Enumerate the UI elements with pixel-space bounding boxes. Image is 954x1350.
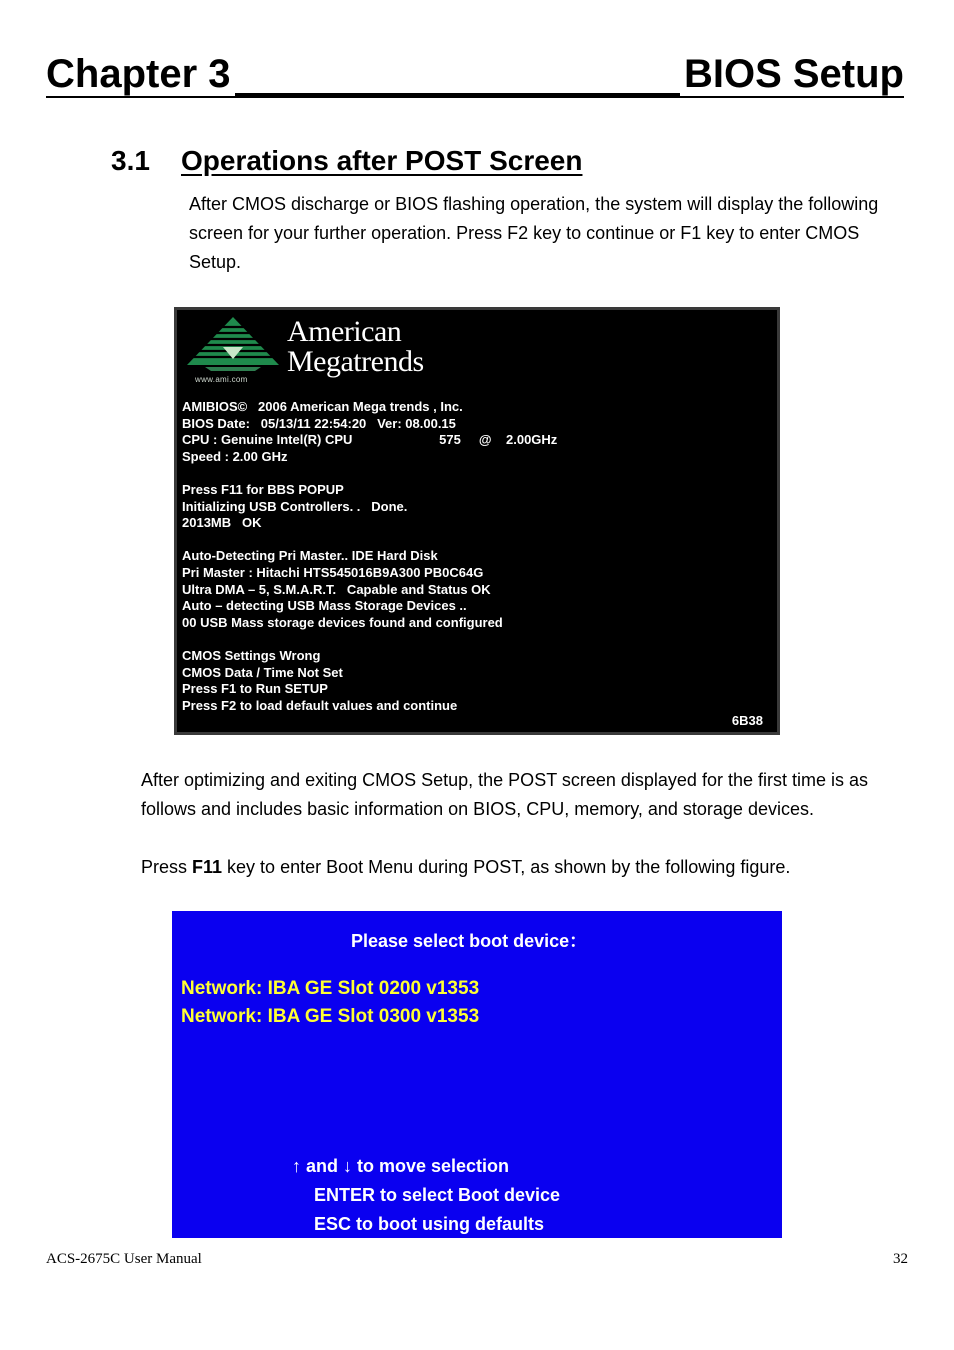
boot-menu-screen xyxy=(172,911,782,1238)
section-title: Operations after POST Screen xyxy=(181,145,583,176)
boot-menu-instruction xyxy=(141,853,911,882)
instruction-prefix: Press xyxy=(141,857,193,877)
hint-enter-select: ENTER to select Boot device xyxy=(314,1185,561,1205)
chapter-title: BIOS Setup xyxy=(680,52,904,96)
boot-device-list xyxy=(181,975,479,1031)
chapter-number: Chapter 3 xyxy=(46,52,235,96)
ami-wordmark-line2: Megatrends xyxy=(287,345,424,378)
intro-paragraph: After CMOS discharge or BIOS flashing operation, the system will display the following screen for your further operation. Press F2 key to continue or F1 key to enter CMOS Setup. xyxy=(189,194,879,272)
bios-line: 2013MB OK xyxy=(182,515,262,531)
bios-line: BIOS Date: 05/13/11 22:54:20 Ver: 08.00.15 xyxy=(182,415,456,431)
bios-line: CMOS Data / Time Not Set xyxy=(182,664,343,680)
section-heading xyxy=(111,144,582,178)
boot-menu-title: Please select boot device： xyxy=(351,931,588,951)
hint-move-selection: ↑ and ↓ to move selection xyxy=(292,1156,510,1176)
bios-line: AMIBIOS© 2006 American Mega trends , Inc. xyxy=(182,399,463,414)
bios-line: Pri Master : Hitachi HTS545016B9A300 PB0C64G xyxy=(182,564,484,580)
ami-wordmark xyxy=(287,317,424,377)
bios-line: Ultra DMA – 5, S.M.A.R.T. Capable and Status OK xyxy=(182,581,491,597)
section-number: 3.1 xyxy=(111,145,150,176)
post-description-paragraph: After optimizing and exiting CMOS Setup, the POST screen displayed for the first time is as follows and includes basic information on BIOS, CPU, memory, and storage devices. xyxy=(141,770,868,819)
bios-line: Auto – detecting USB Mass Storage Devices .. xyxy=(182,598,467,614)
bios-blank-line xyxy=(182,631,772,648)
bios-line: Auto-Detecting Pri Master.. IDE Hard Disk xyxy=(182,548,438,564)
bios-line: Press F2 to load default values and continue xyxy=(182,697,458,713)
hint-esc-defaults: ESC to boot using defaults xyxy=(314,1214,544,1234)
bios-line: CPU : Genuine Intel(R) CPU 575 @ 2.00GHz xyxy=(182,432,558,448)
bios-blank-line xyxy=(182,532,772,549)
footer-page-number: 32 xyxy=(893,1251,908,1267)
boot-menu-hints xyxy=(292,1152,560,1239)
ami-wordmark-line1: American xyxy=(287,315,402,348)
chapter-header xyxy=(46,50,904,98)
ami-url: www.ami.com xyxy=(195,375,248,384)
boot-device-item[interactable]: Network: IBA GE Slot 0300 v1353 xyxy=(181,1006,480,1027)
instruction-suffix: key to enter Boot Menu during POST, as shown by the following figure. xyxy=(222,857,791,877)
bios-line: 00 USB Mass storage devices found and configured xyxy=(182,614,503,630)
ami-logo xyxy=(183,315,423,385)
bios-line: Press F1 to Run SETUP xyxy=(182,681,328,697)
bios-post-screen xyxy=(174,307,780,735)
bios-line: Press F11 for BBS POPUP xyxy=(182,481,344,497)
bios-line: CMOS Settings Wrong xyxy=(182,647,321,663)
footer-manual-name: ACS-2675C User Manual xyxy=(46,1251,202,1267)
bios-post-code: 6B38 xyxy=(731,713,763,729)
bios-line: Speed : 2.00 GHz xyxy=(182,448,288,464)
bios-blank-line xyxy=(182,465,772,482)
bios-text-block xyxy=(182,399,772,714)
boot-device-item[interactable]: Network: IBA GE Slot 0200 v1353 xyxy=(181,978,480,999)
instruction-key: F11 xyxy=(192,857,223,877)
bios-line: Initializing USB Controllers. . Done. xyxy=(182,498,408,514)
